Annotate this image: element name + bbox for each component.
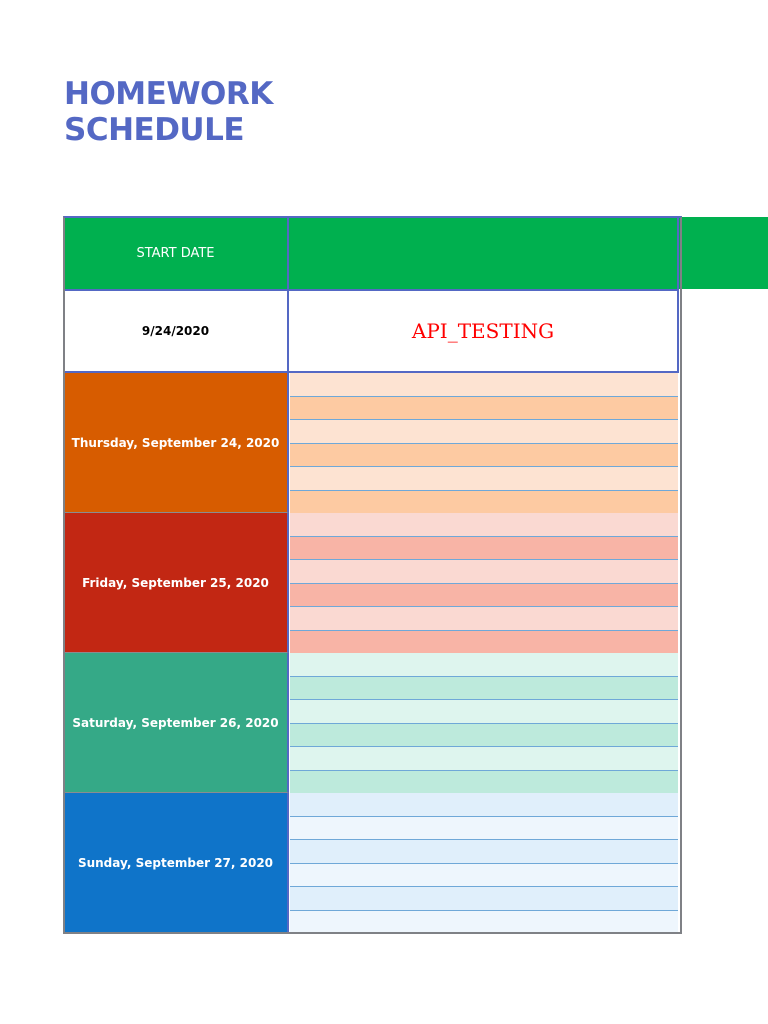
day-task-list: [290, 793, 678, 934]
day-label: Sunday, September 27, 2020: [64, 793, 289, 933]
start-date-header: START DATE: [64, 217, 289, 289]
day-task-list: [290, 653, 678, 794]
task-line[interactable]: [290, 677, 678, 701]
task-line[interactable]: [290, 747, 678, 771]
task-line[interactable]: [290, 887, 678, 911]
task-line[interactable]: [290, 513, 678, 537]
task-line[interactable]: [290, 911, 678, 934]
task-line[interactable]: [290, 817, 678, 841]
task-line[interactable]: [290, 607, 678, 631]
task-line[interactable]: [290, 631, 678, 654]
task-line[interactable]: [290, 373, 678, 397]
task-line[interactable]: [290, 491, 678, 514]
title-line-2: SCHEDULE: [64, 112, 245, 148]
task-line[interactable]: [290, 771, 678, 794]
subject-title[interactable]: API_TESTING: [289, 289, 679, 373]
task-line[interactable]: [290, 724, 678, 748]
task-line[interactable]: [290, 537, 678, 561]
day-task-list: [290, 373, 678, 514]
task-line[interactable]: [290, 653, 678, 677]
task-line[interactable]: [290, 840, 678, 864]
task-line[interactable]: [290, 700, 678, 724]
day-label: Saturday, September 26, 2020: [64, 653, 289, 793]
task-line[interactable]: [290, 864, 678, 888]
task-line[interactable]: [290, 467, 678, 491]
title-line-1: HOMEWORK: [64, 76, 273, 112]
start-date-value[interactable]: 9/24/2020: [64, 289, 289, 373]
page-title: [64, 76, 273, 148]
task-line[interactable]: [290, 444, 678, 468]
day-label: Thursday, September 24, 2020: [64, 373, 289, 513]
task-line[interactable]: [290, 397, 678, 421]
day-task-list: [290, 513, 678, 654]
task-line[interactable]: [290, 584, 678, 608]
day-label: Friday, September 25, 2020: [64, 513, 289, 653]
task-line[interactable]: [290, 793, 678, 817]
task-line[interactable]: [290, 420, 678, 444]
task-line[interactable]: [290, 560, 678, 584]
header-right-cell: [289, 217, 679, 289]
